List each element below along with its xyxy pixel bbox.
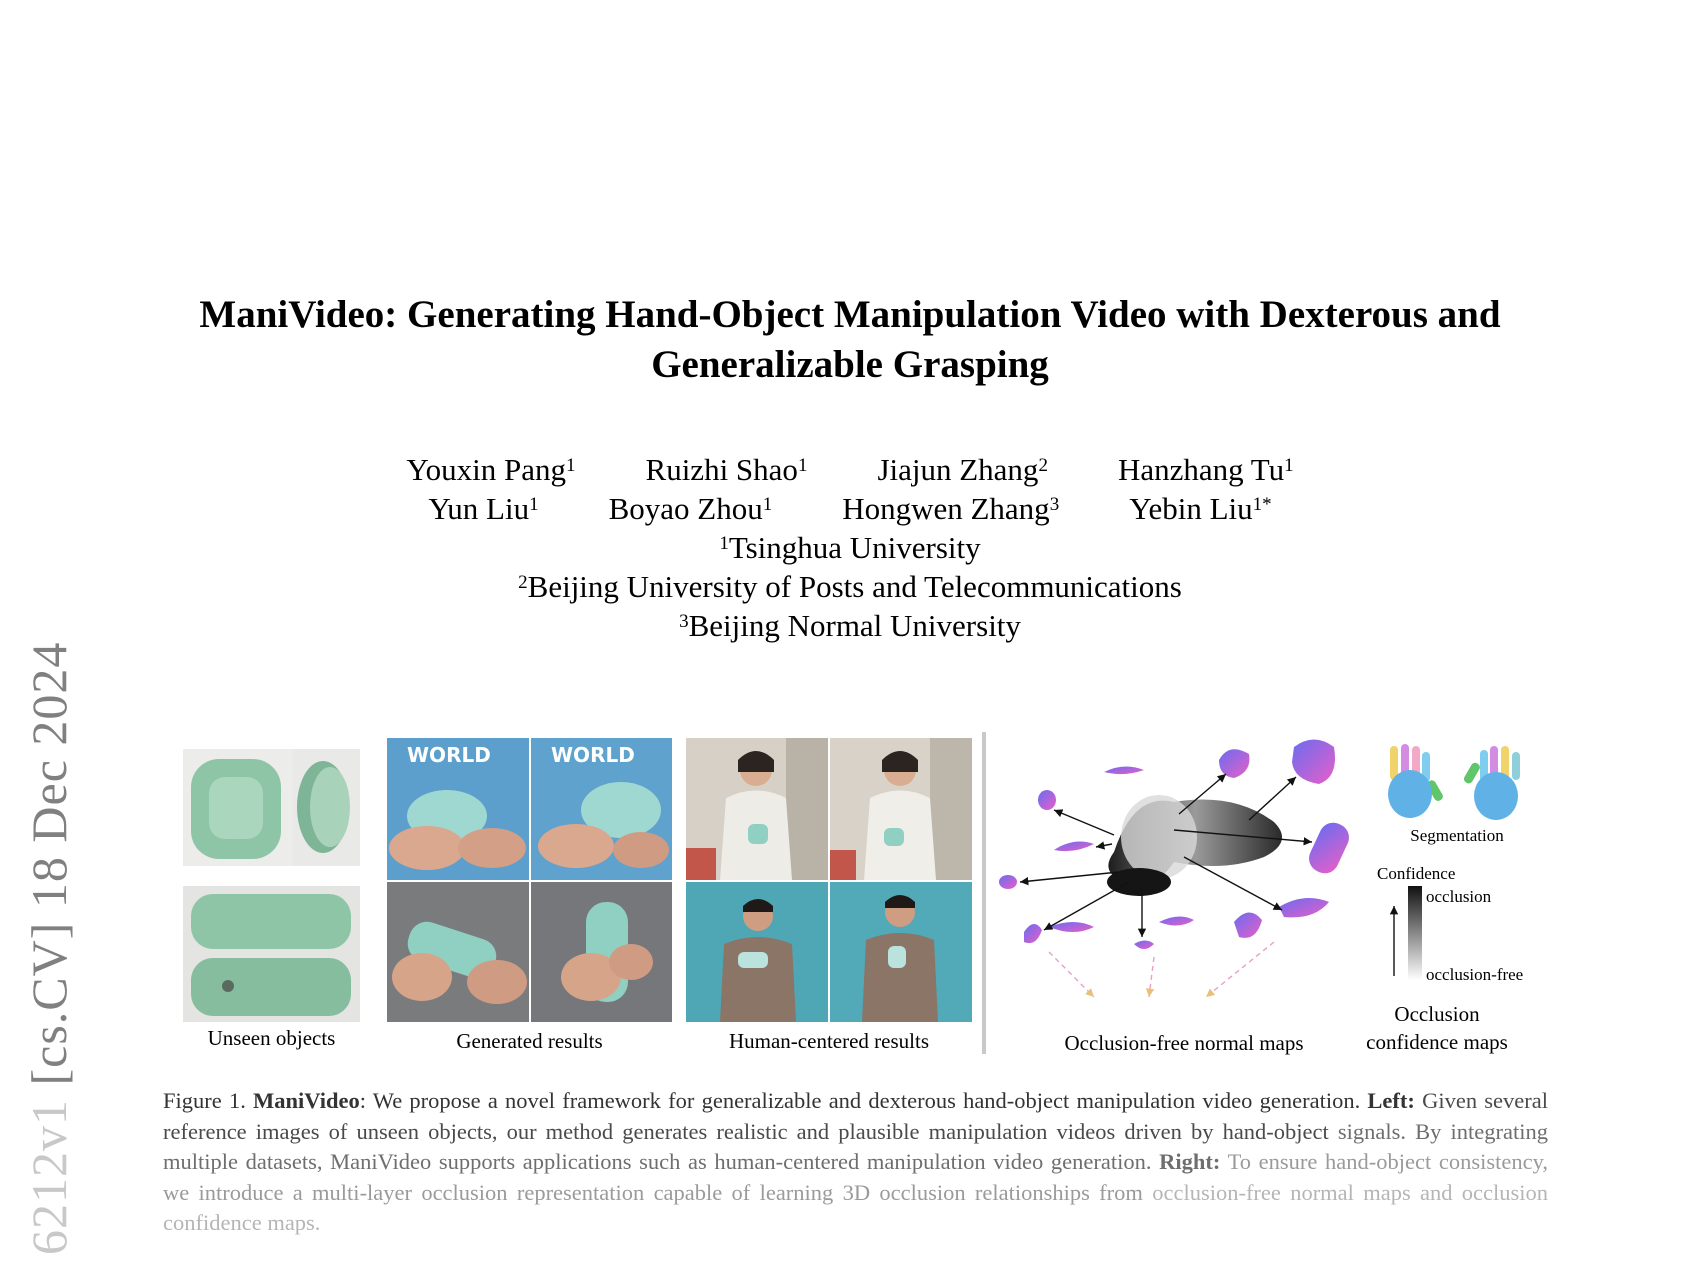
author-row-2	[250, 489, 1450, 528]
label-occlusion-free: occlusion-free	[1426, 965, 1524, 984]
label-occlusion: occlusion	[1426, 887, 1492, 906]
generated-result-frame	[531, 738, 672, 880]
human-centered-frame	[830, 738, 972, 880]
confidence-scale	[1386, 884, 1426, 984]
occlusion-diagram	[994, 732, 1374, 1032]
teaser-figure	[180, 732, 1560, 1062]
author: Hanzhang Tu$^1$	[1117, 452, 1294, 487]
label-generated-results: Generated results	[456, 1029, 603, 1053]
affiliation: $^3$Beijing Normal University	[679, 608, 1021, 643]
author: Hongwen Zhang$^3$	[842, 491, 1060, 526]
label-confidence: Confidence	[1377, 864, 1456, 883]
figure-divider	[982, 732, 986, 1054]
unseen-object-cylinder-image	[183, 886, 360, 1022]
segmented-hand-right	[1463, 746, 1520, 820]
author: Jiajun Zhang$^2$	[877, 452, 1048, 487]
segmentation-hands	[1372, 744, 1542, 824]
affiliation: $^1$Tsinghua University	[719, 530, 981, 565]
label-segmentation: Segmentation	[1410, 826, 1504, 845]
author: Ruizhi Shao$^1$	[645, 452, 808, 487]
unseen-object-bowl-image	[183, 749, 360, 866]
generated-result-frame	[387, 882, 529, 1022]
generated-result-frame	[387, 738, 529, 880]
label-human-centered-results: Human-centered results	[728, 1029, 929, 1053]
arxiv-id-visible: [cs.CV] 18 Dec 2024	[21, 641, 77, 1086]
paper-title	[150, 290, 1550, 390]
author: Yun Liu$^1$	[428, 491, 539, 526]
author: Yebin Liu$^{1*}$	[1129, 491, 1272, 526]
svg-text:WORLD: WORLD	[551, 743, 635, 767]
segmented-hand-left	[1388, 744, 1444, 818]
author: Boyao Zhou$^1$	[608, 491, 773, 526]
author-row-1	[250, 450, 1450, 489]
title-line-1: ManiVideo: Generating Hand-Object Manipulation Video with Dexterous and	[199, 293, 1501, 336]
author-block	[250, 450, 1450, 645]
shirt-print-text: WORLD	[407, 743, 491, 767]
human-centered-frame	[830, 882, 972, 1022]
generated-result-frame	[531, 882, 672, 1022]
arxiv-id-faded: 6212v1	[21, 1099, 77, 1255]
author: Youxin Pang$^1$	[406, 452, 576, 487]
label-unseen-objects: Unseen objects	[207, 1026, 336, 1050]
figure-caption: Figure 1. ManiVideo: We propose a novel framework for generalizable and dexterous hand-object manipulation video generation. Left: Given several reference images of unseen objects, our method generates realistic and plausible manipulation videos driven by hand-object signals. By integrating multiple datasets, ManiVideo supports applications such as human-centered manipulation video generation. Right: To ensure hand-object consistency, we introduce a multi-layer occlusion representation capable of learning 3D occlusion relationships from occlusion-free normal maps and occlusion confidence maps.	[163, 1088, 1549, 1235]
human-centered-frame	[686, 882, 828, 1022]
arxiv-stamp	[20, 642, 78, 1255]
affiliation: $^2$Beijing University of Posts and Telecommunications	[518, 569, 1182, 604]
human-centered-frame	[686, 738, 828, 880]
label-occlusion-free-normal-maps: Occlusion-free normal maps	[1064, 1031, 1304, 1055]
label-occlusion-confidence-maps: Occlusion confidence maps	[1366, 1002, 1508, 1054]
title-line-2: Generalizable Grasping	[651, 343, 1049, 386]
